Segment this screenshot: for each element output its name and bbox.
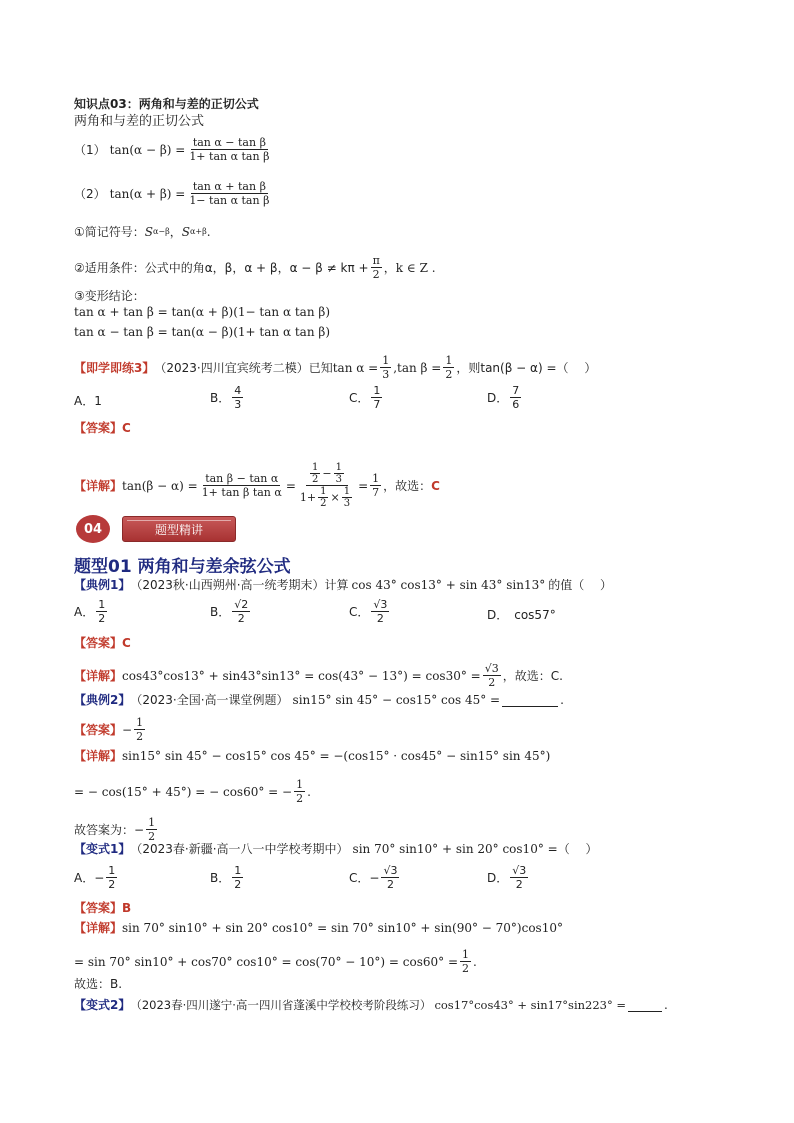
answer-blank[interactable] xyxy=(628,999,662,1012)
example-2-detail-2: = − cos(15° + 45°) = − cos60° = − $\frac{1}{2}$ . xyxy=(74,778,311,805)
variant-1-detail-2: = sin 70° sin10° + cos70° cos10° = cos(70° − 10°) = cos60° = $\frac{1}{2}$ . xyxy=(74,948,477,975)
answer-blank[interactable] xyxy=(502,694,558,707)
variant-1-option-c: C．− $\frac{√3}{2}$ xyxy=(349,864,398,891)
note-variation: ③变形结论： xyxy=(74,289,145,303)
variation-1: tan α + tan β = tan(α + β)(1− tan α tan β) xyxy=(74,305,331,319)
example-2-detail-1: 【详解】 sin15° sin 45° − cos15° cos 45° = −(cos15° · cos45° − sin15° sin 45°) xyxy=(74,749,551,763)
practice-3-option-b: B． $\frac{4}{3}$ xyxy=(210,384,242,411)
practice-3-detail: 【详解】 tan(β − α) = $\frac{\text{tan β − tan α}}{\text{1+ tan β tan α}}$ = $\frac{1}{2}$ − $\frac{1}{3}$ 1+ $\frac{1}{2}$ × $\frac{1}{3}$ = $\frac{1}{7}$ ，故选： C xyxy=(74,462,440,509)
example-1-option-b: B． $\frac{√2}{2}$ xyxy=(210,598,249,625)
example-1-answer: 【答案】 C xyxy=(74,636,131,650)
note-symbol: ①简记符号： S α−β ， S α+β . xyxy=(74,225,211,239)
example-1-detail: 【详解】 cos43°cos13° + sin43°sin13° = cos(43° − 13°) = cos30° = $\frac{√3}{2}$ ，故选：C. xyxy=(74,662,563,689)
formula-2: （2） tan(α + β) = $\frac{\text{tan α + tan β}}{\text{1− tan α tan β}}$ xyxy=(74,180,270,207)
example-1-option-d: D． cos57° xyxy=(487,608,556,622)
variant-1-option-b: B． $\frac{1}{2}$ xyxy=(210,864,242,891)
example-1-question: 【典例1】 （2023秋·山西朔州·高一统考期末）计算 cos 43° cos13° + sin 43° sin13° 的值（ ） xyxy=(74,578,613,592)
section-title: 题型01 两角和与差余弦公式 xyxy=(74,557,291,577)
kp-heading: 知识点03：两角和与差的正切公式 xyxy=(74,97,259,111)
example-2-question: 【典例2】 （2023·全国·高一课堂例题） sin15° sin 45° − cos15° cos 45° = . xyxy=(74,693,564,707)
variant-1-detail-1: 【详解】 sin 70° sin10° + sin 20° cos10° = sin 70° sin10° + sin(90° − 70°)cos10° xyxy=(74,921,563,935)
practice-3-option-d: D． $\frac{7}{6}$ xyxy=(487,384,520,411)
example-1-option-c: C． $\frac{√3}{2}$ xyxy=(349,598,388,625)
formula-1-fraction: $\frac{\text{tan α − tan β}}{\text{1+ tan α tan β}}$ xyxy=(189,136,270,163)
variant-1-question: 【变式1】 （2023春·新疆·高一八一中学校考期中） sin 70° sin10° + sin 20° cos10° = （ ） xyxy=(74,842,598,856)
section-number-badge: 04 xyxy=(76,515,110,543)
example-2-answer: 【答案】 − $\frac{1}{2}$ xyxy=(74,716,144,743)
practice-3-question: 【即学即练3】 （2023·四川宜宾统考二模）已知 tan α = $\frac{1}{3}$ ,tan β = $\frac{1}{2}$ ，则tan(β − α) =（ ） xyxy=(74,354,597,381)
example-2-final: 故答案为：− $\frac{1}{2}$ xyxy=(74,816,156,843)
kp-subheading: 两角和与差的正切公式 xyxy=(74,114,205,129)
section-label-bar: 题型精讲 xyxy=(122,516,236,542)
variant-1-option-a: A．− $\frac{1}{2}$ xyxy=(74,864,116,891)
practice-3-option-c: C． $\frac{1}{7}$ xyxy=(349,384,381,411)
complex-fraction: $\frac{1}{2}$ − $\frac{1}{3}$ 1+ $\frac{1}{2}$ × $\frac{1}{3}$ xyxy=(299,462,351,509)
section-banner xyxy=(76,513,236,543)
variant-1-final: 故选：B. xyxy=(74,977,123,991)
practice-3-answer: 【答案】 C xyxy=(74,421,131,435)
formula-2-fraction: $\frac{\text{tan α + tan β}}{\text{1− tan α tan β}}$ xyxy=(189,180,270,207)
example-1-option-a: A． $\frac{1}{2}$ xyxy=(74,598,106,625)
note-condition: ②适用条件：公式中的角α，β，α + β，α − β ≠ kπ + $\frac{\pi}{2}$ ，k ∈ Z . xyxy=(74,254,436,281)
variant-1-answer: 【答案】 B xyxy=(74,901,132,915)
variant-1-option-d: D． $\frac{√3}{2}$ xyxy=(487,864,527,891)
variant-2-question: 【变式2】 （2023春·四川遂宁·高一四川省蓬溪中学校校考阶段练习） cos17°cos43° + sin17°sin223° = . xyxy=(74,998,668,1012)
variation-2: tan α − tan β = tan(α − β)(1+ tan α tan β) xyxy=(74,325,331,339)
practice-3-option-a: A．1 xyxy=(74,394,102,408)
formula-1: （1） tan(α − β) = $\frac{\text{tan α − tan β}}{\text{1+ tan α tan β}}$ xyxy=(74,136,270,163)
